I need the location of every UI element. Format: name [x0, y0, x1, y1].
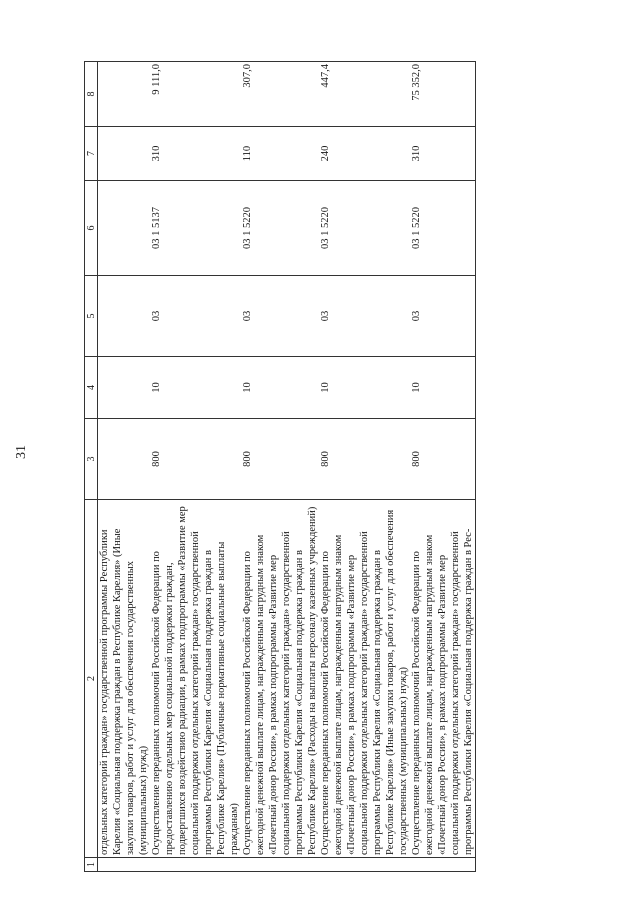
column-header-7: 7	[85, 127, 98, 181]
table-header-row	[85, 62, 98, 872]
cell-description: Осуществление переданных полномочий Российской Федерации по ежегодной денежной выплате лицам, награжденным нагрудным знаком «Почетный донор России», в рамках подпрограммы «Развитие мер социальной поддержки отдельных категорий граждан» государственной программы Республики Карелия «Социальная поддержка граждан в Республике Карелия» (Расходы на выплаты персоналу казенных учреждений)	[241, 500, 319, 858]
cell-ministry-code: 800	[150, 419, 241, 500]
cell-description: отдельных категорий граждан» государственной программы Республики Карелия «Социальная поддержка граждан в Республике Карелия» (Иные закупки товаров, работ и услуг для обеспечения государственных (муниципальных) нужд)	[98, 500, 151, 858]
cell-subsection: 03	[319, 276, 410, 357]
cell-section: 10	[410, 357, 476, 419]
cell-amount: 75 352,0	[410, 62, 476, 127]
column-header-5: 5	[85, 276, 98, 357]
cell-description: Осуществление переданных полномочий Российской Федерации по ежегодной денежной выплате лицам, награжденным нагрудным знаком «Почетный донор России», в рамках подпрограммы «Развитие мер социальной поддержки отдельных категорий граждан» государственной программы Республики Карелия «Социальная поддержка граждан в Республике Карелия» (Иные закупки товаров, работ и услуг для обеспечения государственных (муниципальных) нужд)	[319, 500, 410, 858]
cell-target-article: 03 1 5220	[410, 181, 476, 276]
column-header-6: 6	[85, 181, 98, 276]
cell-ministry-code: 800	[241, 419, 319, 500]
cell-index	[410, 858, 476, 872]
cell-expense-type: 110	[241, 127, 319, 181]
cell-section: 10	[319, 357, 410, 419]
cell-index	[150, 858, 241, 872]
column-header-1: 1	[85, 858, 98, 872]
cell-expense-type	[98, 127, 151, 181]
cell-target-article: 03 1 5137	[150, 181, 241, 276]
cell-section	[98, 357, 151, 419]
cell-description: Осуществление переданных полномочий Российской Федерации по предоставлению отдельных мер социальной поддержки граждан, подвергшихся воздействию радиации, в рамках подпрограммы «Развитие мер социальной поддержки отдельных категорий граждан» государственной программы Республики Карелия «Социальная поддержка граждан в Республике Карелия» (Публичные нормативные социальные выплаты гражданам)	[150, 500, 241, 858]
budget-table	[84, 61, 476, 872]
cell-ministry-code	[98, 419, 151, 500]
table-row	[150, 62, 241, 872]
cell-amount: 447,4	[319, 62, 410, 127]
column-header-4: 4	[85, 357, 98, 419]
cell-ministry-code: 800	[319, 419, 410, 500]
cell-index	[98, 858, 151, 872]
cell-subsection: 03	[241, 276, 319, 357]
cell-description: Осуществление переданных полномочий Российской Федерации по ежегодной денежной выплате лицам, награжденным нагрудным знаком «Почетный донор России», в рамках подпрограммы «Развитие мер социальной поддержки отдельных категорий граждан» государственной программы Республики Карелия «Социальная поддержка граждан в Рес-	[410, 500, 476, 858]
column-header-3: 3	[85, 419, 98, 500]
table-row	[98, 62, 151, 872]
cell-index	[241, 858, 319, 872]
cell-target-article	[98, 181, 151, 276]
column-header-8: 8	[85, 62, 98, 127]
table-row	[410, 62, 476, 872]
cell-expense-type: 240	[319, 127, 410, 181]
cell-ministry-code: 800	[410, 419, 476, 500]
cell-subsection: 03	[150, 276, 241, 357]
cell-target-article: 03 1 5220	[319, 181, 410, 276]
page-number: 31	[14, 445, 29, 459]
cell-expense-type: 310	[410, 127, 476, 181]
table-row	[241, 62, 319, 872]
cell-expense-type: 310	[150, 127, 241, 181]
cell-amount	[98, 62, 151, 127]
cell-section: 10	[241, 357, 319, 419]
rotated-table-container	[84, 62, 600, 872]
table-row	[319, 62, 410, 872]
cell-amount: 307,0	[241, 62, 319, 127]
cell-subsection: 03	[410, 276, 476, 357]
cell-index	[319, 858, 410, 872]
cell-target-article: 03 1 5220	[241, 181, 319, 276]
column-header-2: 2	[85, 500, 98, 858]
cell-subsection	[98, 276, 151, 357]
cell-section: 10	[150, 357, 241, 419]
cell-amount: 9 111,0	[150, 62, 241, 127]
